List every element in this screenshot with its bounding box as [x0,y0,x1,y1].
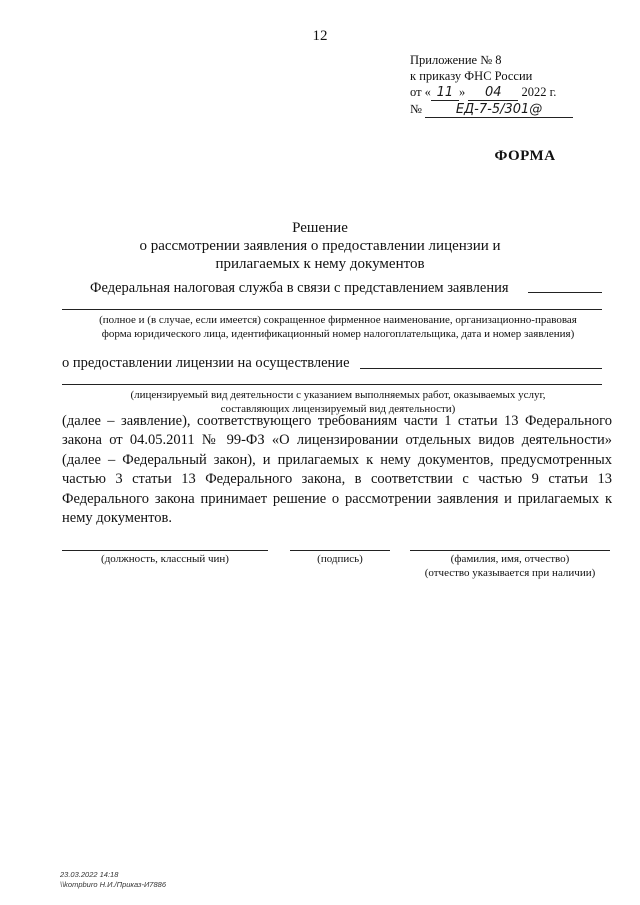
intro-line: Федеральная налоговая служба в связи с представлением заявления [90,280,509,296]
page-number: 12 [312,28,328,44]
date-mid: » [458,85,466,99]
position-line [62,550,268,551]
date-month: 04 [468,86,518,101]
appendix-title: Приложение № 8 [410,53,502,67]
name-note: (отчество указывается при наличии) [424,567,596,579]
name-line [410,550,610,551]
date-day: 11 [431,86,459,101]
applicant-hint-line-2: форма юридического лица, идентификационный номер налогоплательщика, дата и номер заявления) [101,328,575,340]
applicant-blank-2 [62,309,602,310]
footer-path: \\kompburo Н.И./Приказ-И7886 [60,880,166,889]
appendix-number [410,101,610,118]
number-prefix: № [410,102,422,116]
name-label: (фамилия, имя, отчество) [450,553,570,565]
number-value: ЕД-7-5/301@ [425,103,573,118]
signature-line [290,550,390,551]
position-label: (должность, классный чин) [101,553,229,565]
appendix-order: к приказу ФНС России [410,69,533,83]
activity-hint-line-2: составляющих лицензируемый вид деятельности) [220,403,456,415]
title-line-3: прилагаемых к нему документов [215,256,425,272]
footer-timestamp: 23.03.2022 14:18 [60,870,119,879]
license-line: о предоставлении лицензии на осуществление [62,355,350,371]
date-prefix: от « [410,85,431,99]
applicant-hint-line-1: (полное и (в случае, если имеется) сокращенное фирменное наименование, организационно-правовая [99,314,577,326]
form-label: ФОРМА [494,148,556,164]
title-line-2: о рассмотрении заявления о предоставлении лицензии и [139,238,501,254]
appendix-date [410,84,610,101]
body-paragraph: (далее – заявление), соответствующего требованиям части 1 статьи 13 Федерального закона от 04.05.2011 № 99-ФЗ «О лицензировании отдельных видов деятельности» (далее – Федеральный закон), и прилагаемых к нему документов, предусмотренных частью 3 статьи 13 Федерального закона, в соответствии с частью 9 статьи 13 Федерального закона принимает решение о рассмотрении заявления и прилагаемых к нему документов. [62,413,612,527]
activity-blank-2 [62,384,602,385]
applicant-hint [62,313,614,341]
activity-blank-1 [360,368,602,369]
title-line-1: Решение [292,220,348,236]
document-title [0,219,640,273]
signature-label: (подпись) [317,553,363,565]
appendix-block [410,52,610,118]
date-year: 2022 г. [521,85,557,99]
activity-hint-line-1: (лицензируемый вид деятельности с указанием выполняемых работ, оказываемых услуг, [130,389,546,401]
applicant-blank-1 [528,292,602,293]
